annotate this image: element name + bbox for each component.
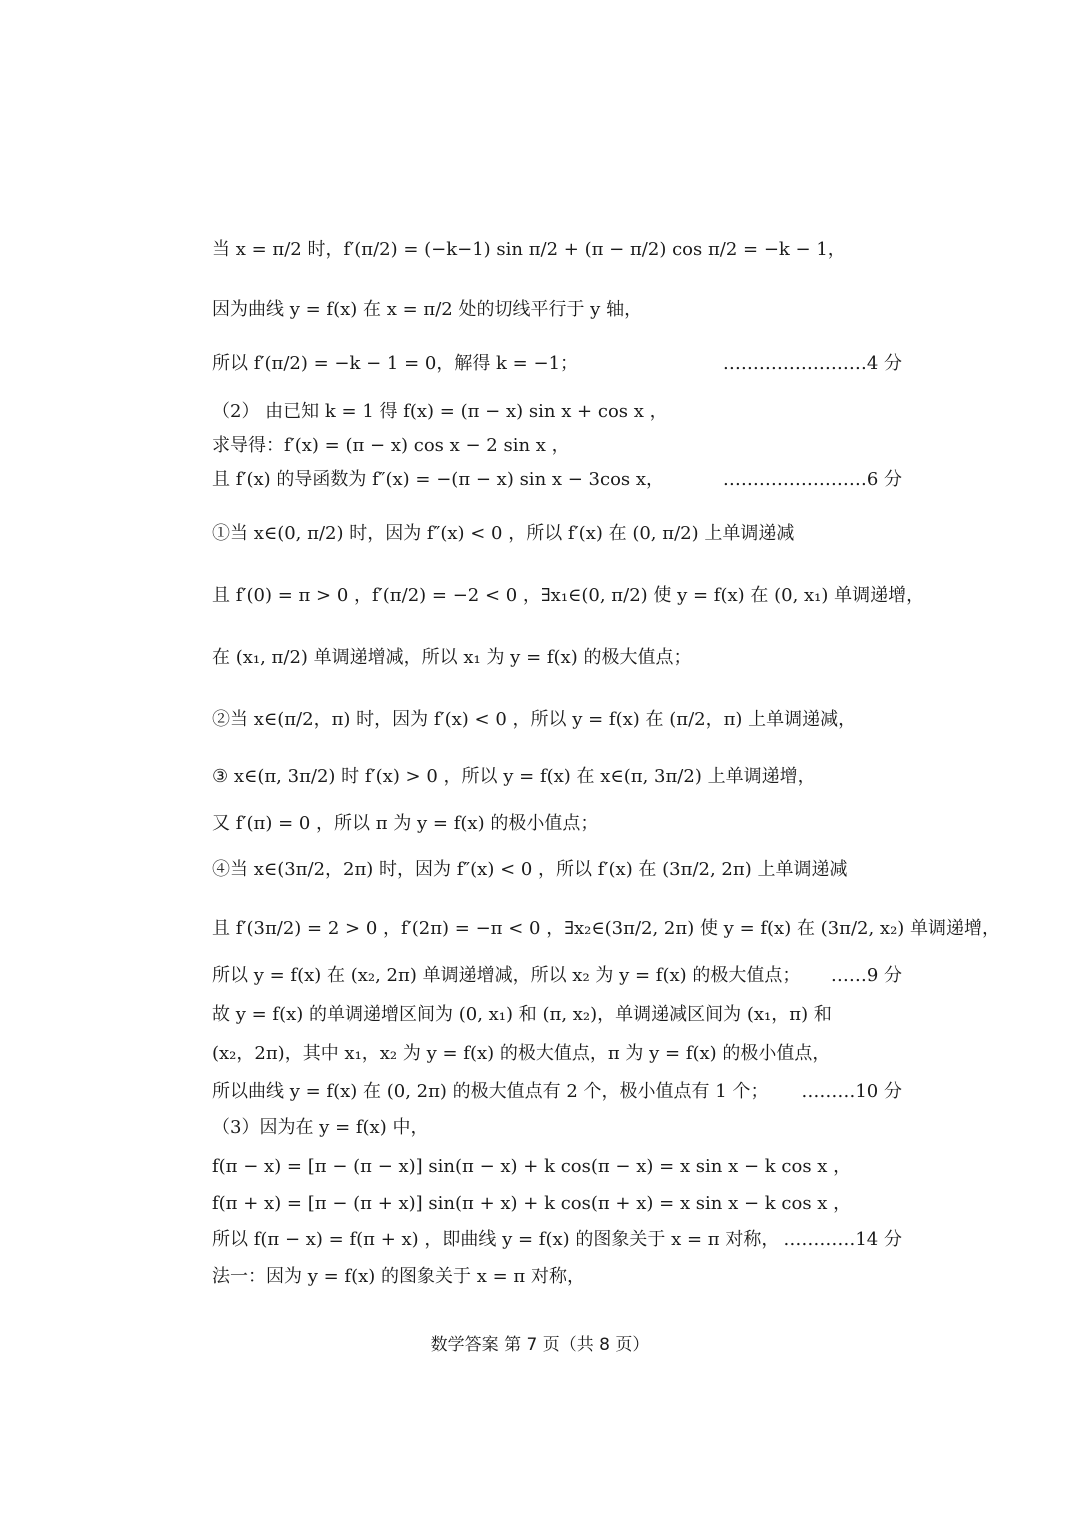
solution-line: 在 (x₁, π/2) 单调递增减，所以 x₁ 为 y = f(x) 的极大值点； bbox=[212, 647, 692, 668]
solution-line: 所以 f′(π/2) = −k − 1 = 0，解得 k = −1； ……………………4 分 bbox=[212, 353, 902, 374]
score-marker: ……………………4 分 bbox=[722, 353, 902, 374]
solution-line: 当 x = π/2 时，f′(π/2) = (−k−1) sin π/2 + (π − π/2) cos π/2 = −k − 1， bbox=[212, 239, 846, 260]
solution-line: 求导得：f′(x) = (π − x) cos x − 2 sin x ， bbox=[212, 435, 570, 456]
solution-line: 法一：因为 y = f(x) 的图象关于 x = π 对称， bbox=[212, 1266, 585, 1287]
solution-line: ③ x∈(π, 3π/2) 时 f′(x) > 0 ，所以 y = f(x) 在 x∈(π, 3π/2) 上单调递增， bbox=[212, 766, 816, 787]
solution-line: ②当 x∈(π/2，π) 时，因为 f′(x) < 0 ，所以 y = f(x) 在 (π/2，π) 上单调递减， bbox=[212, 709, 857, 730]
score-marker: ……………………6 分 bbox=[722, 469, 902, 490]
solution-line: 所以 f(π − x) = f(π + x) ，即曲线 y = f(x) 的图象关于 x = π 对称， …………14 分 bbox=[212, 1229, 902, 1250]
solution-line: 所以曲线 y = f(x) 在 (0, 2π) 的极大值点有 2 个，极小值点有 1 个； ………10 分 bbox=[212, 1081, 902, 1102]
solution-line: （2） 由已知 k = 1 得 f(x) = (π − x) sin x + cos x ， bbox=[212, 401, 668, 422]
solution-line: 又 f′(π) = 0 ，所以 π 为 y = f(x) 的极小值点； bbox=[212, 813, 599, 834]
solution-line: ④当 x∈(3π/2，2π) 时，因为 f″(x) < 0 ，所以 f′(x) 在 (3π/2, 2π) 上单调递减 bbox=[212, 859, 848, 880]
score-marker: …………14 分 bbox=[783, 1229, 902, 1250]
solution-line: 所以 y = f(x) 在 (x₂, 2π) 单调递增减，所以 x₂ 为 y = f(x) 的极大值点； ……9 分 bbox=[212, 965, 902, 986]
solution-line: 且 f′(x) 的导函数为 f″(x) = −(π − x) sin x − 3cos x， ……………………6 分 bbox=[212, 469, 902, 490]
solution-line: f(π + x) = [π − (π + x)] sin(π + x) + k cos(π + x) = x sin x − k cos x ， bbox=[212, 1193, 852, 1214]
solution-line: 因为曲线 y = f(x) 在 x = π/2 处的切线平行于 y 轴， bbox=[212, 299, 643, 320]
solution-line: (x₂，2π)，其中 x₁，x₂ 为 y = f(x) 的极大值点，π 为 y = f(x) 的极小值点， bbox=[212, 1043, 831, 1064]
solution-line: 故 y = f(x) 的单调递增区间为 (0, x₁) 和 (π, x₂)，单调递减区间为 (x₁，π) 和 bbox=[212, 1004, 832, 1025]
score-marker: ……9 分 bbox=[830, 965, 902, 986]
page-footer: 数学答案 第 7 页（共 8 页） bbox=[430, 1335, 650, 1355]
solution-line: ①当 x∈(0, π/2) 时，因为 f″(x) < 0 ，所以 f′(x) 在 (0, π/2) 上单调递减 bbox=[212, 523, 795, 544]
solution-line: f(π − x) = [π − (π − x)] sin(π − x) + k cos(π − x) = x sin x − k cos x ， bbox=[212, 1156, 852, 1177]
solution-line: 且 f′(3π/2) = 2 > 0 ，f′(2π) = −π < 0 ，∃x₂∈(3π/2, 2π) 使 y = f(x) 在 (3π/2, x₂) 单调递增， bbox=[212, 918, 1001, 939]
score-marker: ………10 分 bbox=[801, 1081, 902, 1102]
solution-line: 且 f′(0) = π > 0 ，f′(π/2) = −2 < 0 ，∃x₁∈(0, π/2) 使 y = f(x) 在 (0, x₁) 单调递增， bbox=[212, 585, 925, 606]
solution-line: （3）因为在 y = f(x) 中， bbox=[212, 1117, 429, 1138]
